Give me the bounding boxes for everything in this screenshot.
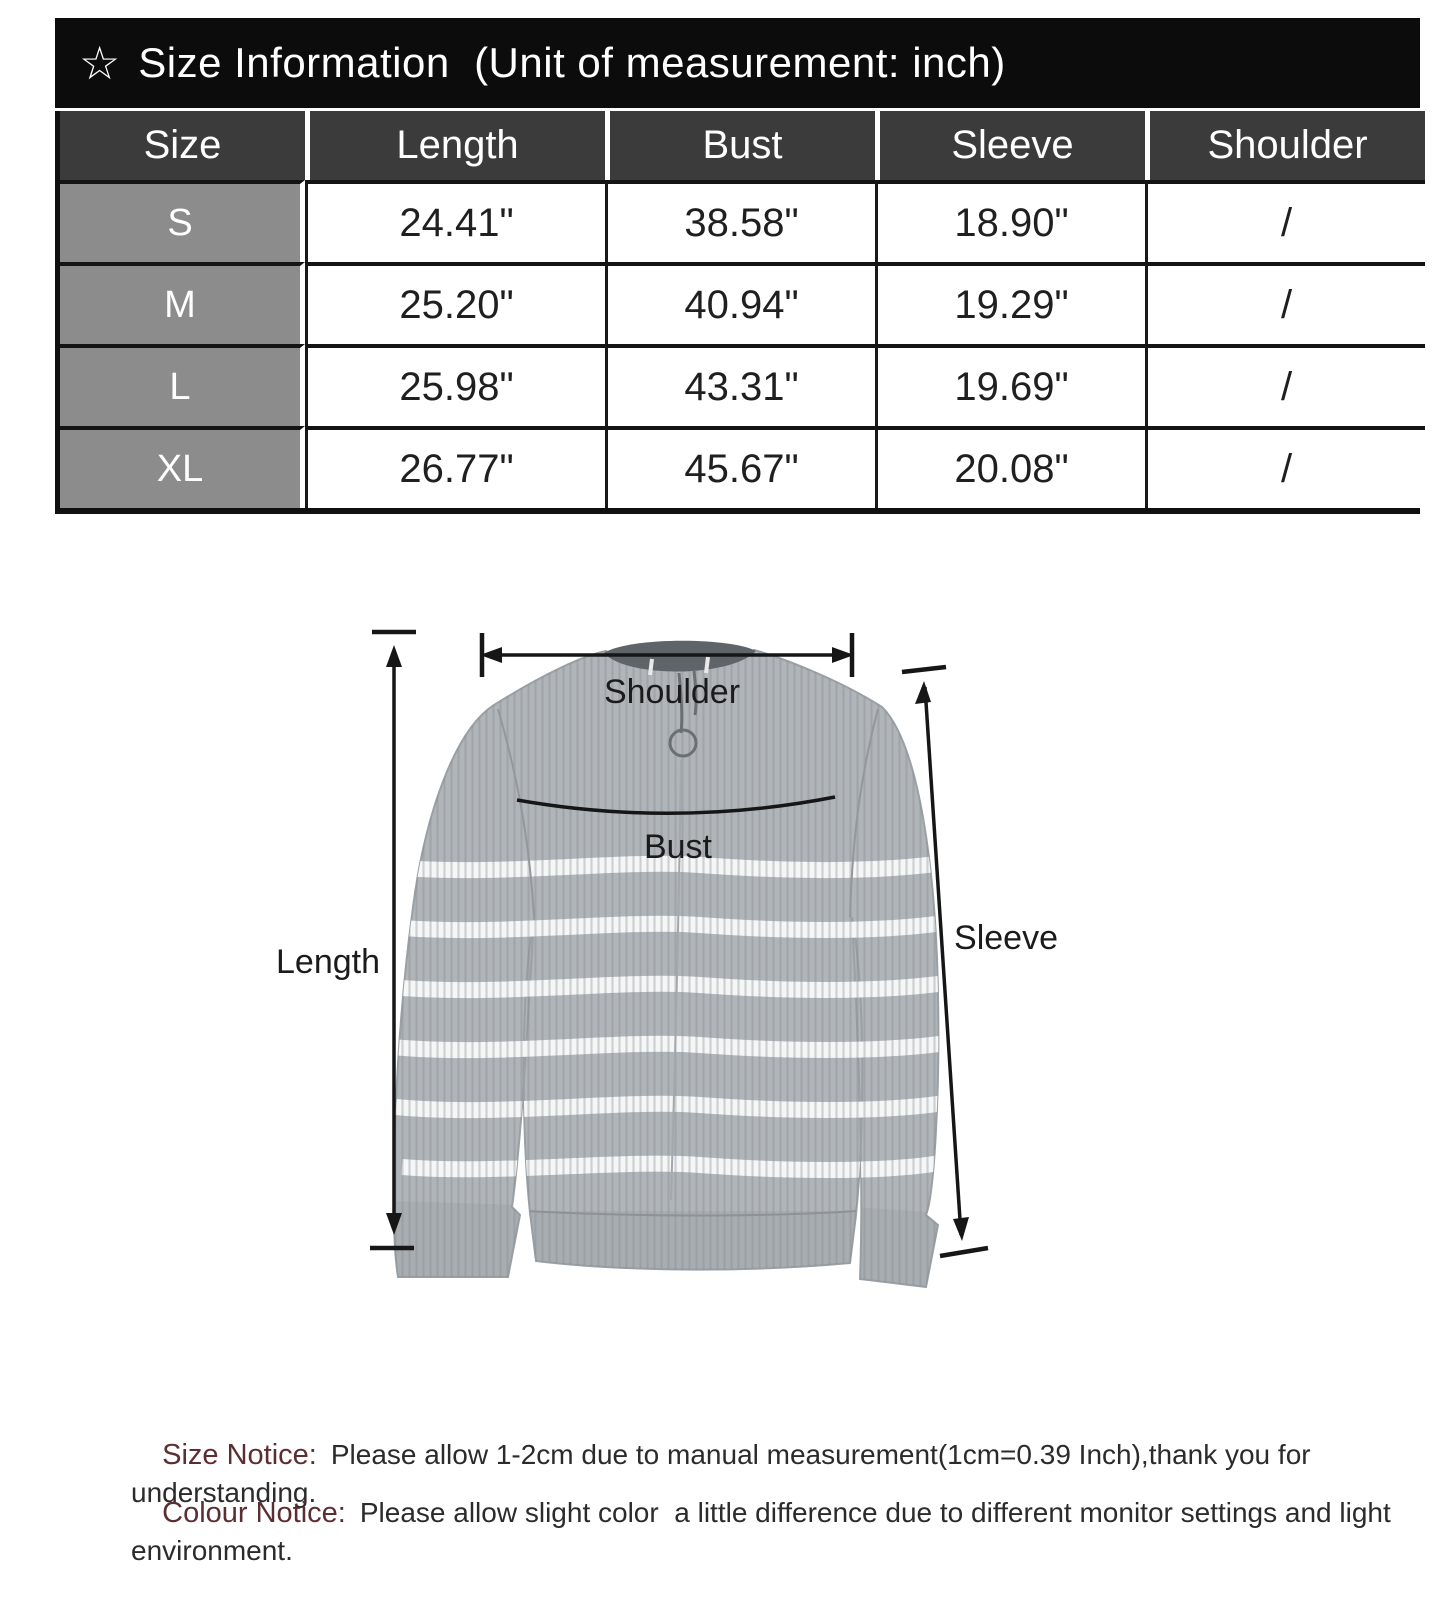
sleeve-cell: 19.69": [875, 344, 1145, 426]
shoulder-cell: /: [1145, 262, 1425, 344]
shoulder-label: Shoulder: [603, 673, 741, 711]
colour-notice-label: Colour Notice:: [162, 1497, 346, 1529]
title-bar: [55, 18, 1420, 108]
length-cell: 25.20": [305, 262, 605, 344]
sweater-diagram: [0, 615, 1445, 1315]
length-cell: 26.77": [305, 426, 605, 508]
column-header-sleeve: Sleeve: [875, 111, 1145, 180]
size-table: [55, 111, 1420, 514]
column-header-size: Size: [60, 111, 305, 180]
shoulder-cell: /: [1145, 180, 1425, 262]
size-notice-text: Please allow 1-2cm due to manual measurement(1cm=0.39 Inch),thank you for understanding.: [131, 1439, 1319, 1508]
sweater-illustration: [380, 615, 960, 1315]
collar-tie-right: [706, 657, 708, 673]
length-cell: 24.41": [305, 180, 605, 262]
size-label-cell: XL: [60, 426, 305, 508]
bust-cell: 38.58": [605, 180, 875, 262]
size-label-cell: M: [60, 262, 305, 344]
bust-cell: 45.67": [605, 426, 875, 508]
sleeve-label: Sleeve: [954, 919, 1058, 957]
right-cuff-shade: [854, 1207, 942, 1295]
column-header-length: Length: [305, 111, 605, 180]
sleeve-cell: 18.90": [875, 180, 1145, 262]
size-label-cell: L: [60, 344, 305, 426]
size-label-cell: S: [60, 180, 305, 262]
bust-label: Bust: [643, 828, 713, 866]
shoulder-cell: /: [1145, 344, 1425, 426]
bust-cell: 43.31": [605, 344, 875, 426]
star-icon: ☆: [79, 37, 121, 89]
shoulder-cell: /: [1145, 426, 1425, 508]
length-cell: 25.98": [305, 344, 605, 426]
page-title: Size Information (Unit of measurement: inch): [138, 39, 1006, 86]
bust-cell: 40.94": [605, 262, 875, 344]
length-label: Length: [276, 943, 380, 981]
column-header-bust: Bust: [605, 111, 875, 180]
column-header-shoulder: Shoulder: [1145, 111, 1425, 180]
sleeve-cell: 19.29": [875, 262, 1145, 344]
colour-notice: [131, 1456, 1441, 1608]
sleeve-cell: 20.08": [875, 426, 1145, 508]
size-notice-label: Size Notice:: [162, 1439, 317, 1471]
colour-notice-text: Please allow slight color a little difference due to different monitor settings and light environment.: [131, 1497, 1399, 1566]
